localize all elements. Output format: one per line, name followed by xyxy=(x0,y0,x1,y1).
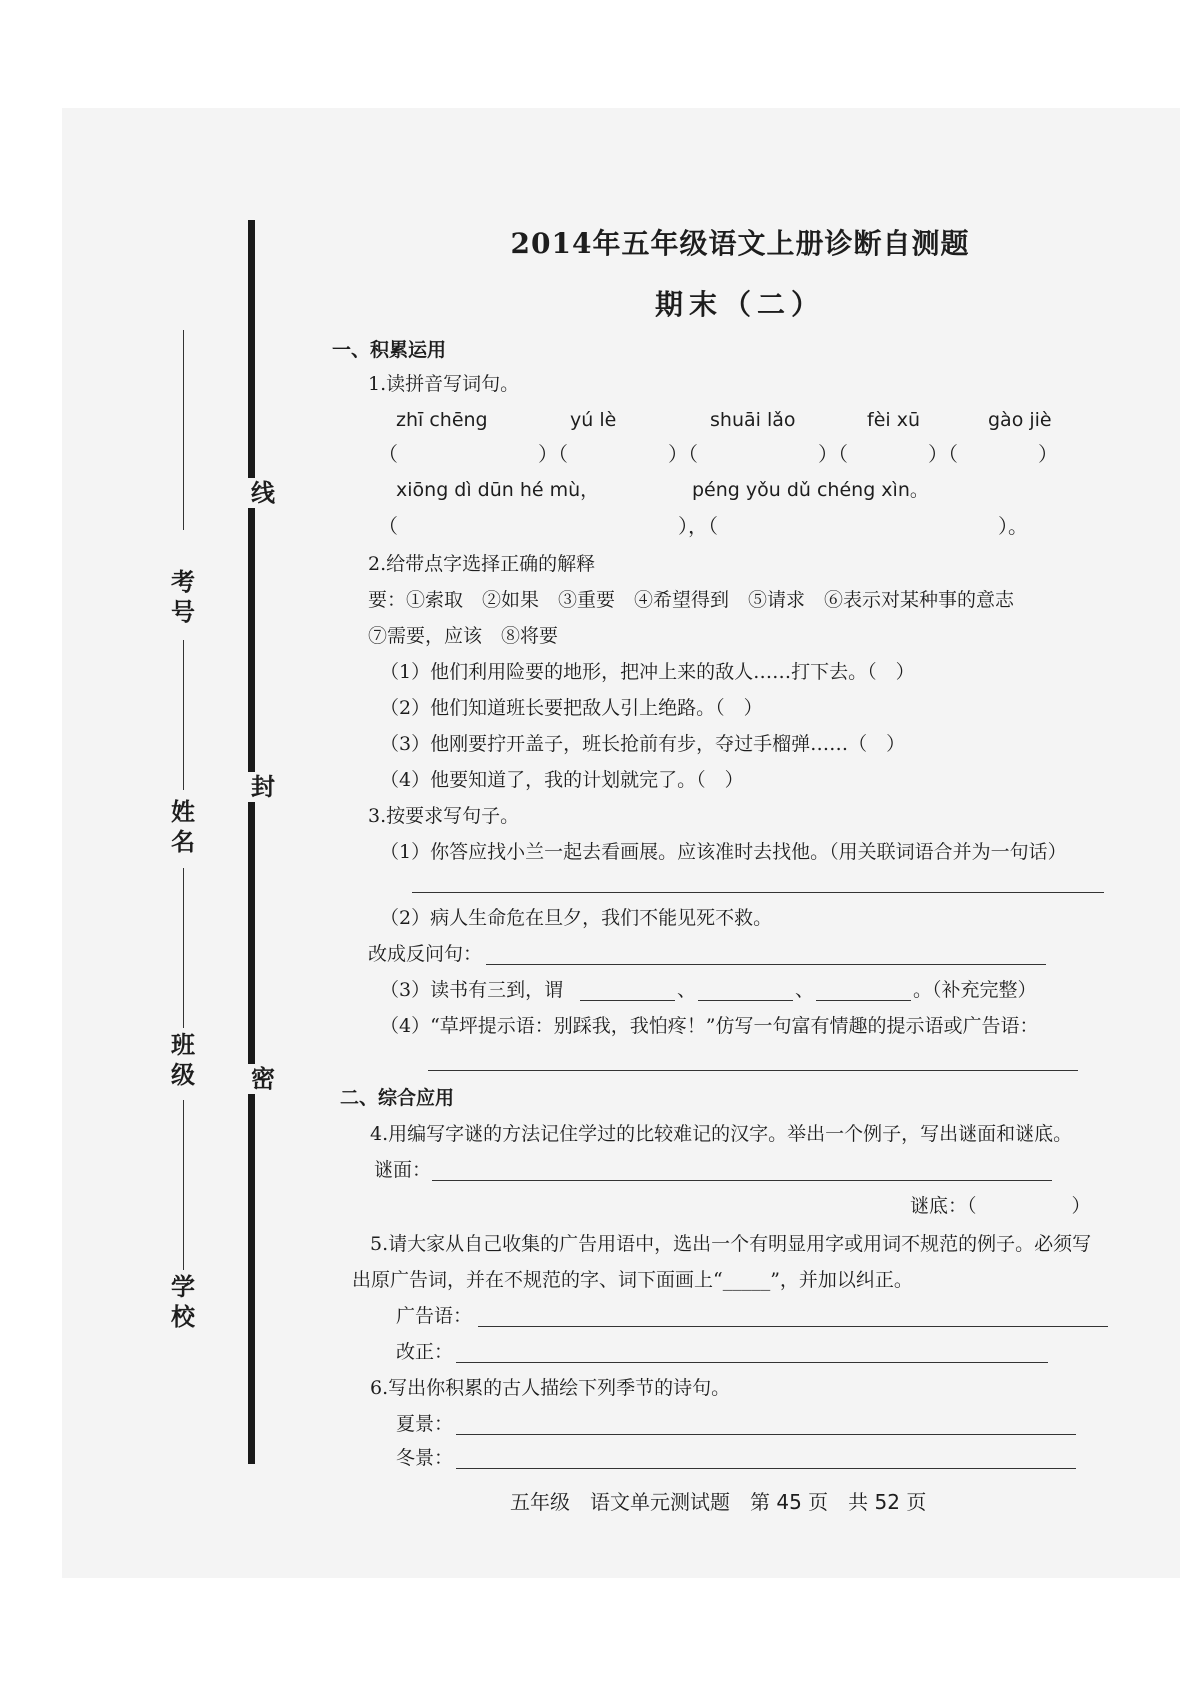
q3-blank-2[interactable] xyxy=(698,1000,793,1001)
q3-answer-line-4[interactable] xyxy=(428,1070,1078,1071)
class-line xyxy=(183,868,184,1028)
q2-options-line2: ⑦需要，应该 ⑧将要 xyxy=(368,625,559,647)
pinyin-1: zhī chēng xyxy=(396,409,488,431)
answer-paren-1[interactable]: （ ）（ ）（ ）（ ）（ ） xyxy=(378,442,1058,466)
q2-item-3: （3）他刚要拧开盖子，班长抢前有步，夺过手榴弹……（ ） xyxy=(380,733,906,755)
exam-subtitle: 期末（二） xyxy=(654,288,825,321)
q3-item-3-start: （3）读书有三到，谓 xyxy=(380,979,564,1001)
pinyin-5: gào jiè xyxy=(988,409,1052,431)
section1-heading: 一、积累运用 xyxy=(332,339,447,361)
ad-label: 广告语： xyxy=(396,1305,473,1327)
winter-answer-line[interactable] xyxy=(456,1468,1076,1469)
q3-blank-1[interactable] xyxy=(580,1000,675,1001)
pinyin-6: xiōng dì dūn hé mù， xyxy=(396,479,600,501)
binding-bar xyxy=(248,220,255,1464)
binding-seal-char: 封 xyxy=(248,772,278,802)
exam-number-label: 考号 xyxy=(171,567,195,626)
q1-prompt: 1.读拼音写词句。 xyxy=(368,373,520,395)
q3-item-1: （1）你答应找小兰一起去看画展。应该准时去找他。（用关联词语合并为一句话） xyxy=(380,841,1067,863)
exam-title: 2014年五年级语文上册诊断自测题 xyxy=(510,227,970,260)
winter-label: 冬景： xyxy=(396,1447,454,1469)
q3-item-3-sep-1: 、 xyxy=(677,979,697,1001)
riddle-answer: 谜底：（ ） xyxy=(910,1195,1091,1217)
summer-label: 夏景： xyxy=(396,1413,454,1435)
class-label: 班级 xyxy=(171,1030,195,1089)
binding-line-char: 线 xyxy=(248,478,278,508)
q2-item-1: （1）他们利用险要的地形，把冲上来的敌人……打下去。（ ） xyxy=(380,661,915,683)
q6-prompt: 6.写出你积累的古人描绘下列季节的诗句。 xyxy=(370,1377,731,1399)
name-line xyxy=(183,640,184,790)
page-footer: 五年级 语文单元测试题 第 45 页 共 52 页 xyxy=(510,1490,927,1514)
q3-item-3-sep-2: 、 xyxy=(795,979,815,1001)
q2-item-4: （4）他要知道了，我的计划就完了。（ ） xyxy=(380,769,744,791)
pinyin-4: fèi xū xyxy=(867,409,920,431)
q3-blank-3[interactable] xyxy=(816,1000,911,1001)
school-label: 学校 xyxy=(171,1272,195,1331)
q2-item-2: （2）他们知道班长要把敌人引上绝路。（ ） xyxy=(380,697,763,719)
q2-options-line1: 要：①索取 ②如果 ③重要 ④希望得到 ⑤请求 ⑥表示对某种事的意志 xyxy=(368,589,1015,611)
section2-heading: 二、综合应用 xyxy=(340,1087,455,1109)
q5-line-2: 出原广告词，并在不规范的字、词下面画上“_____”，并加以纠正。 xyxy=(352,1269,913,1291)
q3-answer-line-2[interactable] xyxy=(486,964,1046,965)
q3-item-2-sub: 改成反问句： xyxy=(368,943,483,965)
q3-item-4: （4）“草坪提示语：别踩我，我怕疼！”仿写一句富有情趣的提示语或广告语： xyxy=(380,1015,1039,1037)
q4-prompt: 4.用编写字谜的方法记住学过的比较难记的汉字。举出一个例子，写出谜面和谜底。 xyxy=(370,1123,1073,1145)
fix-answer-line[interactable] xyxy=(456,1362,1048,1363)
ad-answer-line[interactable] xyxy=(478,1326,1108,1327)
pinyin-3: shuāi lǎo xyxy=(710,409,796,431)
q5-line-1: 5.请大家从自己收集的广告用语中，选出一个有明显用字或用词不规范的例子。必须写 xyxy=(370,1233,1092,1255)
fix-label: 改正： xyxy=(396,1341,454,1363)
pinyin-7: péng yǒu dǔ chéng xìn。 xyxy=(692,479,929,501)
name-label: 姓名 xyxy=(171,797,195,856)
exam-number-line xyxy=(183,330,184,530)
q3-prompt: 3.按要求写句子。 xyxy=(368,805,520,827)
school-line xyxy=(183,1100,184,1270)
q3-answer-line-1[interactable] xyxy=(412,892,1104,893)
q3-item-3-end: 。（补充完整） xyxy=(913,979,1037,1001)
riddle-face-label: 谜面： xyxy=(374,1159,432,1181)
riddle-face-line[interactable] xyxy=(432,1180,1052,1181)
q2-prompt: 2.给带点字选择正确的解释 xyxy=(368,553,596,575)
summer-answer-line[interactable] xyxy=(456,1434,1076,1435)
binding-secret-char: 密 xyxy=(248,1064,278,1094)
q3-item-2: （2）病人生命危在旦夕，我们不能见死不救。 xyxy=(380,907,773,929)
answer-paren-2[interactable]: （ ），（ ）。 xyxy=(378,514,1028,538)
pinyin-2: yú lè xyxy=(570,409,617,431)
